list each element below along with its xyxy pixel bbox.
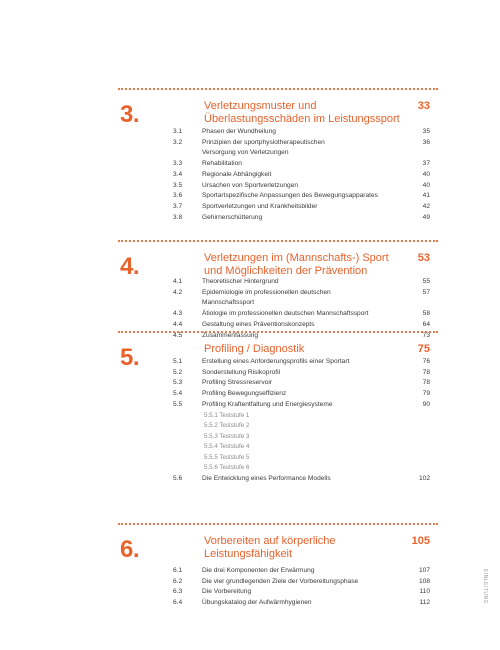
section-page: 37 — [422, 160, 430, 168]
section-title: Ätiologie im professionellen deutschen Mannschaftssport — [202, 310, 369, 318]
toc-entry — [173, 357, 430, 368]
section-page: 55 — [422, 278, 430, 285]
section-page: 78 — [422, 368, 430, 376]
toc-entry — [173, 213, 430, 224]
section-page: 58 — [422, 310, 430, 318]
section-title: Profiling Stressreservoir — [202, 379, 272, 387]
toc-entry — [173, 170, 430, 181]
toc-entry — [173, 378, 430, 389]
dotted-divider — [118, 523, 438, 525]
section-page: 78 — [422, 379, 430, 387]
toc-entry — [173, 368, 430, 379]
chapter-number: 6. — [120, 536, 140, 563]
section-number: 3.1 — [173, 128, 183, 135]
dotted-divider — [118, 331, 438, 333]
section-page: 64 — [422, 320, 430, 328]
chapter-page-number: 33 — [417, 100, 430, 112]
chapter-4 — [118, 240, 438, 339]
toc-entry — [173, 577, 430, 588]
section-page: 79 — [422, 390, 430, 398]
section-number: 5.5 — [173, 400, 183, 408]
chapter-title — [204, 343, 404, 356]
section-number: 6.2 — [173, 577, 183, 585]
section-number: 3.4 — [173, 170, 183, 178]
toc-entry — [173, 400, 430, 411]
running-header-label: EINLEITUNG — [482, 569, 488, 605]
toc-entry — [173, 138, 430, 159]
toc-entry — [173, 127, 430, 138]
section-number: 6.1 — [173, 567, 183, 574]
section-page: 110 — [419, 588, 430, 596]
section-title: Die vier grundlegenden Ziele der Vorbereitungsphase — [202, 577, 359, 585]
toc-entry — [173, 191, 430, 202]
section-title-continued: Versorgung von Verletzungen — [202, 149, 289, 157]
section-page: 40 — [422, 181, 430, 189]
subsection-entry: 5.5.2 Teststufe 2 — [204, 422, 250, 430]
section-title: Gehirnerschütterung — [202, 213, 263, 221]
section-title: Gestaltung eines Präventionskonzepts — [202, 320, 315, 328]
section-title: Die Entwicklung eines Performance Modells — [202, 475, 331, 483]
chapter-number: 5. — [120, 344, 140, 371]
chapter-title-line: Überlastungsschäden im Leistungssport — [204, 113, 400, 125]
section-number: 3.8 — [173, 213, 183, 221]
section-title: Profiling Bewegungseffizienz — [202, 390, 287, 398]
toc-entry — [173, 309, 430, 320]
section-page: 90 — [422, 400, 430, 408]
section-list — [173, 127, 430, 223]
section-title: Profiling Kraftentfaltung und Energiesysteme — [202, 400, 333, 408]
subsection-entry: 5.5.1 Teststufe 1 — [204, 411, 250, 419]
chapter-number: 3. — [120, 101, 140, 128]
section-number: 6.4 — [173, 599, 183, 607]
toc-entry — [173, 566, 430, 577]
section-list — [173, 357, 430, 485]
chapter-3 — [118, 88, 438, 221]
chapter-number: 4. — [120, 253, 140, 280]
section-title: Ursachen von Sportverletzungen — [202, 181, 299, 189]
toc-entry — [173, 320, 430, 331]
section-title-continued: Mannschaftssport — [202, 299, 255, 307]
section-number: 4.4 — [173, 320, 183, 328]
section-number: 5.3 — [173, 379, 183, 387]
section-page: 107 — [418, 567, 430, 574]
section-number: 3.5 — [173, 181, 183, 189]
subsection-entry: 5.5.6 Teststufe 6 — [204, 464, 250, 472]
section-number: 5.2 — [173, 368, 183, 376]
section-number: 5.4 — [173, 390, 183, 398]
chapter-title-line: Verletzungsmuster und — [204, 100, 317, 112]
toc-entry — [173, 159, 430, 170]
chapter-title-line: Profiling / Diagnostik — [204, 343, 305, 355]
section-page: 41 — [422, 192, 430, 200]
dotted-divider — [118, 240, 438, 242]
section-page: 49 — [422, 213, 430, 221]
section-page: 102 — [418, 475, 430, 483]
section-title: Regionale Abhängigkeit — [202, 170, 272, 178]
section-number: 4.5 — [173, 331, 183, 339]
section-page: 57 — [422, 288, 430, 296]
section-title: Die drei Komponenten der Erwärmung — [202, 567, 315, 574]
subsection-entry: 5.5.4 Teststufe 4 — [204, 443, 250, 451]
section-page: 73 — [422, 331, 430, 339]
section-list — [173, 566, 430, 609]
section-page: 35 — [422, 128, 430, 135]
toc-entry — [173, 587, 430, 598]
section-number: 5.1 — [173, 358, 183, 365]
section-title: Prinzipien der sportphysiotherapeutischen — [202, 138, 325, 146]
section-page: 42 — [422, 202, 430, 210]
section-number: 3.2 — [173, 138, 183, 146]
chapter-title — [204, 535, 404, 561]
section-title: Zusammenfassung — [202, 331, 259, 339]
subsection-entry: 5.5.5 Teststufe 5 — [204, 453, 250, 461]
section-number: 3.3 — [173, 160, 183, 168]
section-title: Die Vorbereitung — [202, 588, 252, 596]
toc-entry — [173, 389, 430, 400]
chapter-page-number: 53 — [417, 252, 430, 264]
chapter-title — [204, 252, 404, 278]
section-title: Sonderstellung Risikoprofil — [202, 368, 281, 376]
chapter-title — [204, 100, 404, 126]
section-title: Erstellung eines Anforderungsprofils einer Sportart — [202, 358, 350, 365]
section-page: 36 — [422, 138, 430, 146]
chapter-page-number: 75 — [417, 343, 430, 355]
toc-entry — [173, 288, 430, 309]
section-title: Sportverletzungen und Krankheitsbilder — [202, 202, 318, 210]
subsection-entry: 5.5.3 Teststufe 3 — [204, 432, 250, 440]
section-number: 3.7 — [173, 202, 183, 210]
section-title: Sportartspezifische Anpassungen des Bewegungsapparates — [202, 192, 378, 200]
section-number: 5.6 — [173, 475, 183, 483]
section-title: Rehabilitation — [202, 160, 242, 168]
section-page: 112 — [419, 599, 430, 607]
chapter-title-line: und Möglichkeiten der Prävention — [204, 265, 368, 277]
toc-entry — [173, 598, 430, 609]
section-title: Übungskatalog der Aufwärmhygienen — [202, 599, 312, 607]
toc-entry — [173, 277, 430, 288]
chapter-title-line: Verletzungen im (Mannschafts-) Sport — [204, 252, 389, 264]
dotted-divider — [118, 88, 438, 90]
section-title: Epidemiologie im professionellen deutschen — [202, 288, 331, 296]
chapter-title-line: Leistungsfähigkeit — [204, 548, 293, 560]
section-page: 76 — [422, 358, 430, 365]
section-number: 6.3 — [173, 588, 183, 596]
chapter-title-line: Vorbereiten auf körperliche — [204, 535, 336, 547]
section-page: 108 — [418, 577, 430, 585]
section-title: Phasen der Wundheilung — [202, 128, 276, 135]
toc-entry — [173, 474, 430, 485]
section-number: 4.1 — [173, 278, 183, 285]
toc-entry — [173, 202, 430, 213]
section-title: Theoretischer Hintergrund — [202, 278, 279, 285]
section-number: 4.2 — [173, 288, 183, 296]
section-number: 3.6 — [173, 192, 183, 200]
section-number: 4.3 — [173, 310, 183, 318]
chapter-6 — [118, 523, 438, 607]
chapter-page-number: 105 — [411, 535, 430, 547]
section-page: 40 — [422, 170, 430, 178]
toc-entry — [173, 181, 430, 192]
